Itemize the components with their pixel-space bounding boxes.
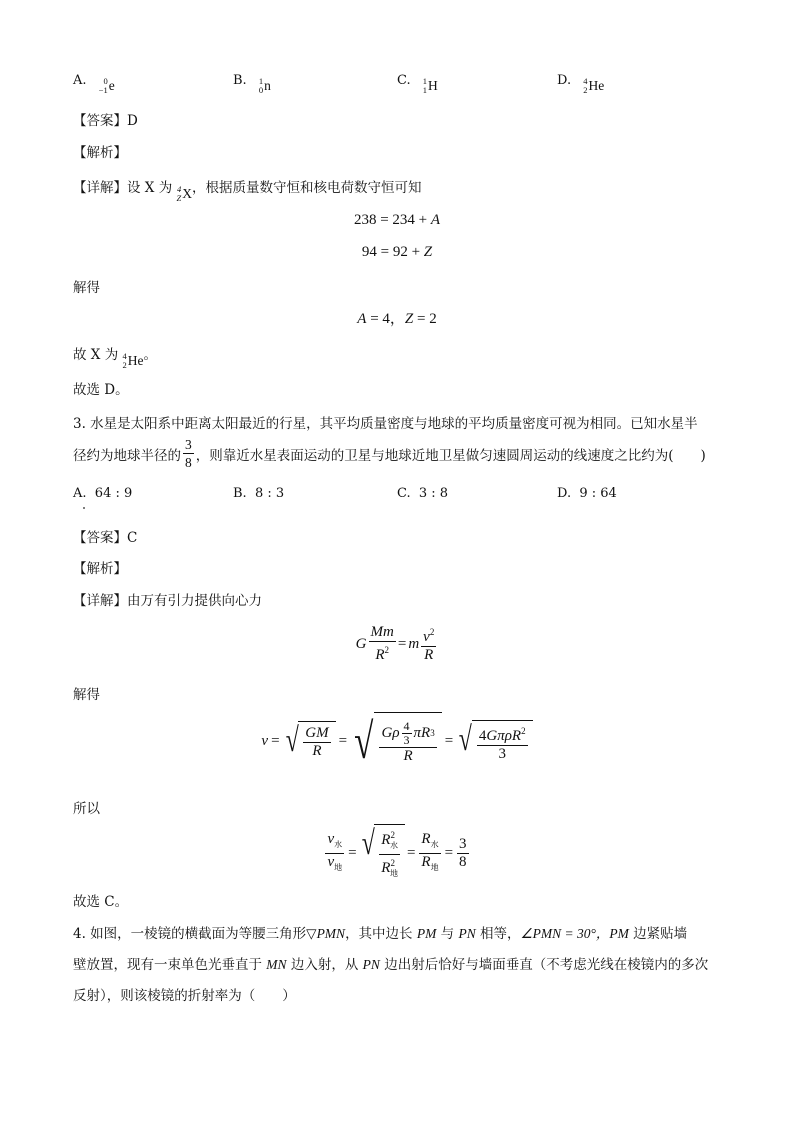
q3-analysis-tag: 【解析】 — [73, 561, 127, 577]
nuclide-charge-number: −1 — [98, 84, 108, 95]
q4-stem-line3: 反射），则该棱镜的折射率为（ ） — [73, 988, 296, 1004]
fraction-three-eighths: $\frac{3}{8}$ — [185, 437, 192, 470]
nuclide-symbol: H — [428, 77, 438, 93]
equation-charge-conservation: 94 = 92 + Z — [361, 244, 433, 260]
equation-velocity-ratio: $\frac{v_水}{v_地}$ = √ $\frac{R^2_水}{R^2_地}$ = $\frac{R_水}{R_地}$ = $\frac{3}{8}$ — [0, 824, 794, 882]
nuclide-mass-number: 1 — [422, 76, 428, 86]
q2-option-c — [397, 73, 438, 94]
q3-choose: 故选 C。 — [73, 894, 129, 910]
q2-analysis-tag: 【解析】 — [73, 145, 127, 161]
q3-answer — [73, 526, 137, 546]
nuclide-mass-number: 0 — [103, 76, 108, 86]
q2-option-b — [233, 73, 271, 94]
q3-solve-label: 解得 — [73, 687, 100, 703]
answer-tag: 【答案】 — [73, 113, 127, 129]
nuclide-mass-number: 4 — [122, 351, 127, 361]
q3-detail: 【详解】由万有引力提供向心力 — [73, 593, 262, 609]
q2-option-d — [557, 73, 604, 94]
nuclide-symbol: e — [108, 77, 115, 93]
answer-value: C — [127, 530, 138, 546]
var-a: A — [430, 212, 441, 228]
q2-answer — [73, 109, 138, 129]
nuclide-symbol: X — [182, 185, 192, 201]
q4-stem-line2: 壁放置，现有一束单色光垂直于 MN 边入射，从 PN 边出射后恰好与墙面垂直（不考虑光线在棱镜内的多次 — [73, 957, 709, 973]
q2-option-a — [73, 73, 115, 94]
nuclide-mass-number: 4 — [176, 184, 182, 194]
detail-post: ，根据质量数守恒和核电荷数守恒可知 — [191, 180, 422, 196]
answer-value: D — [127, 113, 138, 129]
detail-tag: 【详解】 — [73, 180, 127, 196]
q3-stem-line2: 径约为地球半径的 $\frac{3}{8}$ ，则靠近水星表面运动的卫星与地球近地卫星做匀速圆周运动的线速度之比约为( ) — [73, 437, 706, 470]
nuclide-symbol: He — [588, 77, 605, 93]
q2-choose: 故选 D。 — [73, 382, 129, 398]
answer-tag: 【答案】 — [73, 530, 127, 546]
q3-stem-line1: 3. 水星是太阳系中距离太阳最近的行星，其平均质量密度与地球的平均质量密度可视为相同。已知水星半 — [73, 416, 698, 432]
nuclide-charge-number: Z — [176, 192, 182, 203]
nuclide-charge-number: 0 — [258, 84, 264, 95]
equation-mass-conservation: 238 = 234 + A — [353, 212, 441, 228]
q2-solve-label: 解得 — [73, 280, 100, 296]
equation-result: A = 4，Z = 2 — [357, 311, 437, 327]
q2-conclusion: 故 X 为 4 2 He 。 — [73, 347, 157, 370]
var-z: Z — [423, 244, 433, 260]
equation-velocity: v = √ $\frac{GM}{R}$ = √ Gρ $\frac{4}{3}$ πR 3 R = √ $\frac{4G\pi\rho R^2}{3}$ — [0, 712, 794, 770]
nuclide-charge-number: 1 — [422, 84, 428, 95]
stray-dot — [83, 507, 85, 509]
option-letter: C. — [397, 73, 411, 88]
q2-detail — [73, 176, 421, 202]
option-letter: A. — [73, 73, 87, 88]
nuclide-charge-number: 2 — [583, 84, 588, 95]
option-letter: B. — [233, 73, 247, 88]
nuclide-charge-number: 2 — [122, 359, 127, 370]
q3-option-b: B. 8 : 3 — [233, 486, 285, 501]
q3-so-label: 所以 — [73, 801, 100, 817]
equation-gravity-centripetal: G $\frac{Mm}{R^2}$ = m $\frac{v^2}{R}$ — [355, 624, 435, 663]
q3-option-d: D. 9 : 64 — [557, 486, 617, 501]
nuclide-mass-number: 1 — [258, 76, 264, 86]
q3-option-a: A. 64 : 9 — [73, 486, 133, 501]
q4-stem-line1: 4. 如图，一棱镜的横截面为等腰三角形▽PMN，其中边长 PM 与 PN 相等，∠PMN = 30°，PM 边紧贴墙 — [73, 926, 688, 942]
detail-pre: 设 X 为 — [127, 180, 173, 196]
nuclide-symbol: n — [264, 77, 271, 93]
q3-option-c: C. 3 : 8 — [397, 486, 449, 501]
nuclide-mass-number: 4 — [583, 76, 588, 86]
option-letter: D. — [557, 73, 572, 88]
nuclide-symbol: He — [127, 352, 144, 368]
detail-tag: 【详解】 — [73, 593, 127, 609]
